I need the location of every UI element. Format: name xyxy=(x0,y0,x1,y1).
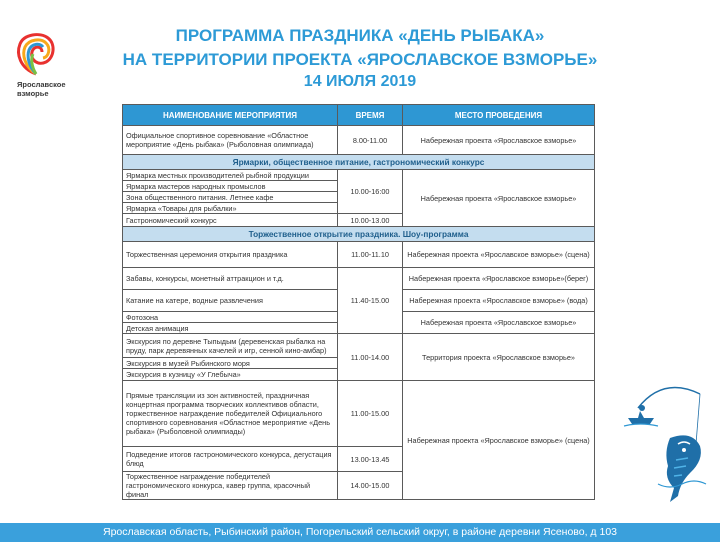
title-line1: ПРОГРАММА ПРАЗДНИКА «ДЕНЬ РЫБАКА» xyxy=(175,26,545,45)
footer-address: Ярославская область, Рыбинский район, Погорельский сельский округ, в районе деревни Ясеново, д 103 xyxy=(0,523,720,542)
event-time: 8.00-11.00 xyxy=(338,126,403,155)
event-name: Ярмарка «Товары для рыбалки» xyxy=(123,203,338,214)
header-name: НАИМЕНОВАНИЕ МЕРОПРИЯТИЯ xyxy=(123,105,338,126)
title-line2: НА ТЕРРИТОРИИ ПРОЕКТА «ЯРОСЛАВСКОЕ ВЗМОРЬЕ» xyxy=(122,50,598,69)
event-place: Территория проекта «Ярославское взморье» xyxy=(403,334,595,381)
fisherman-fish-icon xyxy=(618,378,718,508)
event-time: 11.00-11.10 xyxy=(338,242,403,268)
event-place: Набережная проекта «Ярославское взморье» (сцена) xyxy=(403,381,595,500)
event-name: Катание на катере, водные развлечения xyxy=(123,290,338,312)
event-time: 11.00-15.00 xyxy=(338,381,403,447)
table-header-row xyxy=(123,105,595,126)
event-name: Торжественная церемония открытия праздника xyxy=(123,242,338,268)
logo-spiral-icon xyxy=(14,30,58,78)
table-row xyxy=(123,170,595,181)
event-name: Забавы, конкурсы, монетный аттракцион и т.д. xyxy=(123,268,338,290)
section-title: Ярмарки, общественное питание, гастрономический конкурс xyxy=(123,155,595,170)
header-time: ВРЕМЯ xyxy=(338,105,403,126)
header-place: МЕСТО ПРОВЕДЕНИЯ xyxy=(403,105,595,126)
logo-line2: взморье xyxy=(17,89,49,98)
table-row xyxy=(123,242,595,268)
event-time: 11.40-15.00 xyxy=(338,268,403,334)
section-title: Торжественное открытие праздника. Шоу-программа xyxy=(123,227,595,242)
event-place: Набережная проекта «Ярославское взморье»(берег) xyxy=(403,268,595,290)
logo xyxy=(8,30,108,105)
event-name: Ярмарка мастеров народных промыслов xyxy=(123,181,338,192)
event-name: Официальное спортивное соревнование «Областное мероприятие «День рыбака» (Рыболовная олимпиада) xyxy=(123,126,338,155)
event-time: 10.00-16:00 xyxy=(338,170,403,214)
event-time: 11.00-14.00 xyxy=(338,334,403,381)
event-name: Экскурсия в кузницу «У Глебыча» xyxy=(123,369,338,381)
event-place: Набережная проекта «Ярославское взморье» xyxy=(403,312,595,334)
table-row xyxy=(123,381,595,447)
event-name: Экскурсия по деревне Тыпыдым (деревенская рыбалка на пруду, парк деревянных качелей и игр, сенной кино-амбар) xyxy=(123,334,338,358)
program-table xyxy=(122,104,595,500)
section-row xyxy=(123,227,595,242)
event-place: Набережная проекта «Ярославское взморье» (сцена) xyxy=(403,242,595,268)
event-name: Ярмарка местных производителей рыбной продукции xyxy=(123,170,338,181)
event-time: 10.00-13.00 xyxy=(338,214,403,227)
event-name: Детская анимация xyxy=(123,323,338,334)
section-row xyxy=(123,155,595,170)
event-name: Торжественное награждение победителей гастрономического конкурса, кавер группа, красочный финал xyxy=(123,472,338,500)
event-time: 14.00-15.00 xyxy=(338,472,403,500)
event-time: 13.00-13.45 xyxy=(338,447,403,472)
event-name: Фотозона xyxy=(123,312,338,323)
logo-line1: Ярославское xyxy=(17,80,66,89)
event-place: Набережная проекта «Ярославское взморье» xyxy=(403,126,595,155)
table-row xyxy=(123,268,595,290)
event-place: Набережная проекта «Ярославское взморье» (вода) xyxy=(403,290,595,312)
event-name: Гастрономический конкурс xyxy=(123,214,338,227)
event-name: Прямые трансляции из зон активностей, праздничная концертная программа творческих коллективов области, торжественное награждение победителей Официального спортивного соревнования «Областное мероприятие «День рыбака» (Рыболовной олимпиады) xyxy=(123,381,338,447)
event-name: Экскурсия в музей Рыбинского моря xyxy=(123,358,338,369)
event-name: Зона общественного питания. Летнее кафе xyxy=(123,192,338,203)
title-date: 14 ИЮЛЯ 2019 xyxy=(303,73,417,90)
event-name: Подведение итогов гастрономического конкурса, дегустация блюд xyxy=(123,447,338,472)
event-place: Набережная проекта «Ярославское взморье» xyxy=(403,170,595,227)
table-row xyxy=(123,126,595,155)
table-row xyxy=(123,334,595,358)
